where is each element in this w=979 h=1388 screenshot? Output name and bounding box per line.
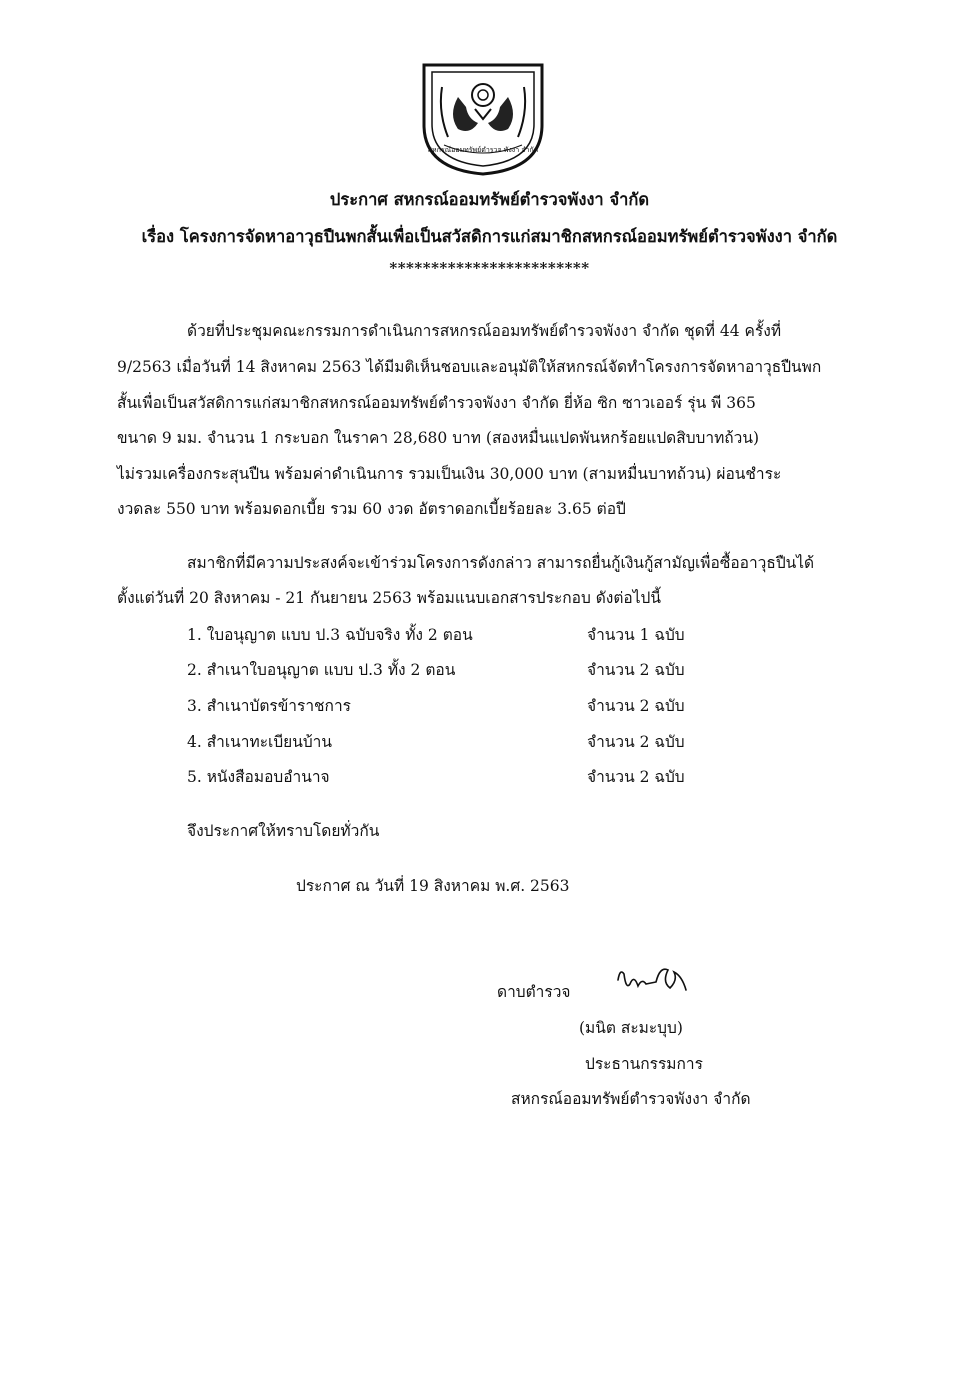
cooperative-seal-logo (418, 57, 548, 177)
document-quantity: จำนวน 2 ฉบับ (587, 768, 685, 786)
paragraph-1-line-2: 9/2563 เมื่อวันที่ 14 สิงหาคม 2563 ได้มีมติเห็นชอบและอนุมัติให้สหกรณ์จัดทำโครงการจัดหาอาวุธปืนพก (117, 358, 822, 376)
signer-organization: สหกรณ์ออมทรัพย์ตำรวจพังงา จำกัด (511, 1090, 751, 1108)
announcement-date: ประกาศ ณ วันที่ 19 สิงหาคม พ.ศ. 2563 (296, 877, 570, 895)
paragraph-1-line-4: ขนาด 9 มม. จำนวน 1 กระบอก ในราคา 28,680 บาท (สองหมื่นแปดพันหกร้อยแปดสิบบาทถ้วน) (117, 429, 760, 447)
document-quantity: จำนวน 2 ฉบับ (587, 697, 685, 715)
document-name: 1. ใบอนุญาต แบบ ป.3 ฉบับจริง ทั้ง 2 ตอน (187, 626, 473, 644)
paragraph-2-line-1: สมาชิกที่มีความประสงค์จะเข้าร่วมโครงการดังกล่าว สามารถยื่นกู้เงินกู้สามัญเพื่อซื้ออาวุธปืนได้ (187, 554, 815, 572)
handwritten-signature (612, 960, 692, 1000)
document-name: 3. สำเนาบัตรข้าราชการ (187, 697, 351, 715)
signer-rank: ดาบตำรวจ (497, 983, 571, 1001)
signer-position: ประธานกรรมการ (585, 1055, 703, 1073)
document-name: 2. สำเนาใบอนุญาต แบบ ป.3 ทั้ง 2 ตอน (187, 661, 456, 679)
document-name: 4. สำเนาทะเบียนบ้าน (187, 733, 332, 751)
signer-name: (มนิต สะมะบุบ) (579, 1019, 683, 1037)
document-quantity: จำนวน 1 ฉบับ (587, 626, 685, 644)
document-name: 5. หนังสือมอบอำนาจ (187, 768, 330, 786)
paragraph-2-line-2: ตั้งแต่วันที่ 20 สิงหาคม - 21 กันยายน 2563 พร้อมแนบเอกสารประกอบ ดังต่อไปนี้ (117, 589, 661, 607)
paragraph-1-line-6: งวดละ 550 บาท พร้อมดอกเบี้ย รวม 60 งวด อัตราดอกเบี้ยร้อยละ 3.65 ต่อปี (117, 500, 626, 518)
announcement-title: ประกาศ สหกรณ์ออมทรัพย์ตำรวจพังงา จำกัด (329, 190, 650, 209)
paragraph-1-line-5: ไม่รวมเครื่องกระสุนปืน พร้อมค่าดำเนินการ รวมเป็นเงิน 30,000 บาท (สามหมื่นบาทถ้วน) ผ่อนชำระ (117, 465, 782, 483)
document-quantity: จำนวน 2 ฉบับ (587, 733, 685, 751)
paragraph-1-line-1: ด้วยที่ประชุมคณะกรรมการดำเนินการสหกรณ์ออมทรัพย์ตำรวจพังงา จำกัด ชุดที่ 44 ครั้งที่ (187, 322, 782, 340)
paragraph-1-line-3: สั้นเพื่อเป็นสวัสดิการแก่สมาชิกสหกรณ์ออมทรัพย์ตำรวจพังงา จำกัด ยี่ห้อ ซิก ซาวเออร์ รุ่น พี 365 (117, 394, 756, 412)
closing-statement: จึงประกาศให้ทราบโดยทั่วกัน (187, 822, 380, 840)
svg-text:สหกรณ์ออมทรัพย์ตำรวจ พังงา จำก: สหกรณ์ออมทรัพย์ตำรวจ พังงา จำกัด (427, 146, 539, 154)
separator-line: ************************ (389, 259, 590, 277)
document-quantity: จำนวน 2 ฉบับ (587, 661, 685, 679)
announcement-subject: เรื่อง โครงการจัดหาอาวุธปืนพกสั้นเพื่อเป็นสวัสดิการแก่สมาชิกสหกรณ์ออมทรัพย์ตำรวจพังงา จำกัด (141, 227, 838, 246)
